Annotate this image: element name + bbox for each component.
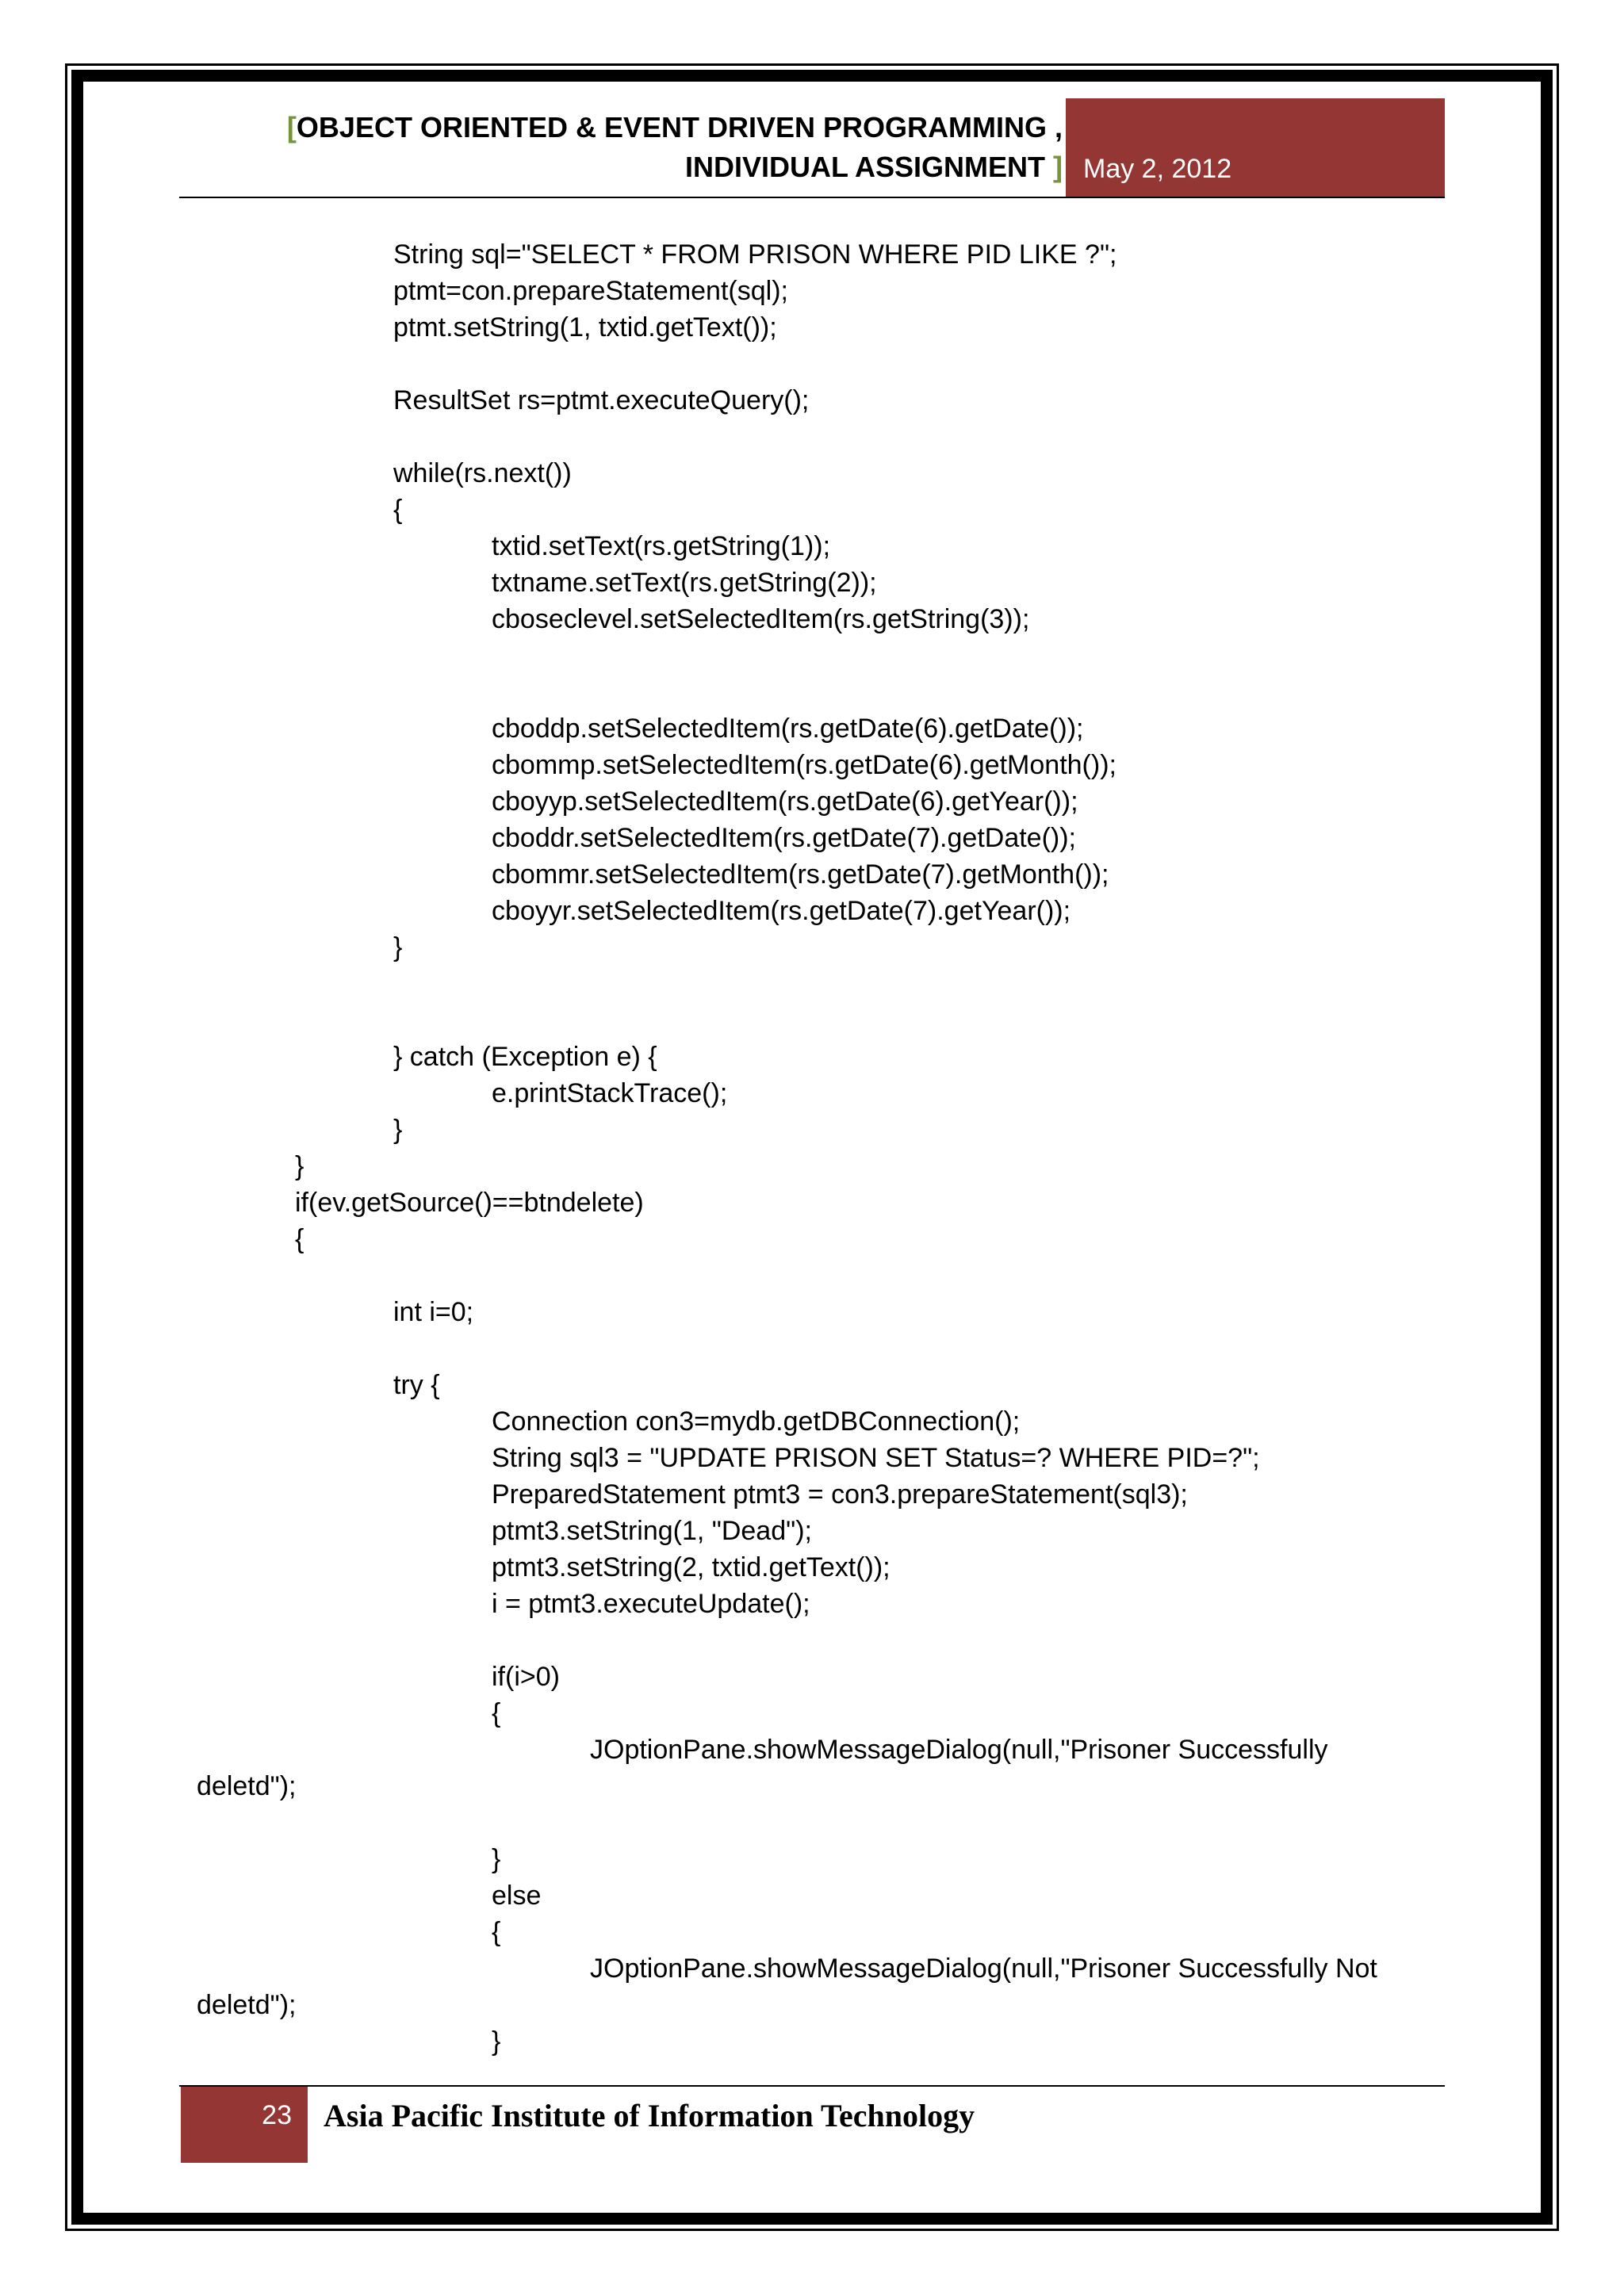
page-border-inner bbox=[71, 70, 1553, 2225]
code-line: } bbox=[393, 932, 403, 962]
code-line: JOptionPane.showMessageDialog(null,"Prisoner Successfully bbox=[590, 1735, 1328, 1765]
code-line: PreparedStatement ptmt3 = con3.prepareStatement(sql3); bbox=[492, 1479, 1188, 1510]
page-number: 23 bbox=[262, 2100, 292, 2130]
header-title-text-2: INDIVIDUAL ASSIGNMENT bbox=[684, 151, 1053, 183]
code-line: ResultSet rs=ptmt.executeQuery(); bbox=[393, 385, 810, 415]
header-title-text-1: OBJECT ORIENTED & EVENT DRIVEN PROGRAMMING , bbox=[296, 111, 1063, 144]
code-line: cboddp.setSelectedItem(rs.getDate(6).getDate()); bbox=[492, 714, 1084, 744]
code-line: { bbox=[393, 495, 403, 525]
code-line: { bbox=[492, 1698, 501, 1728]
code-line: cbommp.setSelectedItem(rs.getDate(6).getMonth()); bbox=[492, 750, 1116, 780]
code-line: deletd"); bbox=[197, 1990, 297, 2020]
code-line: ptmt=con.prepareStatement(sql); bbox=[393, 276, 788, 306]
code-line: Connection con3=mydb.getDBConnection(); bbox=[492, 1406, 1021, 1437]
code-line: if(ev.getSource()==btndelete) bbox=[295, 1188, 644, 1218]
code-line: String sql="SELECT * FROM PRISON WHERE PID LIKE ?"; bbox=[393, 239, 1117, 270]
code-line: cboddr.setSelectedItem(rs.getDate(7).getDate()); bbox=[492, 823, 1076, 853]
header-date: May 2, 2012 bbox=[1083, 154, 1232, 184]
header-rule bbox=[179, 197, 1445, 198]
header-title bbox=[287, 108, 1063, 187]
header-title-line-2 bbox=[287, 147, 1063, 187]
code-line: } bbox=[492, 2026, 501, 2057]
code-line: ptmt.setString(1, txtid.getText()); bbox=[393, 312, 777, 342]
code-line: while(rs.next()) bbox=[393, 458, 572, 488]
code-line: String sql3 = "UPDATE PRISON SET Status=? WHERE PID=?"; bbox=[492, 1443, 1260, 1473]
code-line: ptmt3.setString(1, "Dead"); bbox=[492, 1516, 812, 1546]
code-line: try { bbox=[393, 1370, 440, 1400]
code-line: e.printStackTrace(); bbox=[492, 1078, 728, 1108]
code-line: cboseclevel.setSelectedItem(rs.getString(3)); bbox=[492, 604, 1030, 634]
code-line: if(i>0) bbox=[492, 1662, 560, 1692]
header-title-line-1 bbox=[287, 108, 1063, 147]
code-line: } bbox=[393, 1115, 403, 1145]
code-line: cboyyr.setSelectedItem(rs.getDate(7).getYear()); bbox=[492, 896, 1071, 926]
code-line: } bbox=[492, 1844, 501, 1874]
code-line: deletd"); bbox=[197, 1771, 297, 1801]
code-line: ptmt3.setString(2, txtid.getText()); bbox=[492, 1552, 891, 1582]
header-bracket-open: [ bbox=[286, 111, 297, 144]
code-line: txtname.setText(rs.getString(2)); bbox=[492, 568, 877, 598]
header-bracket-close: ] bbox=[1053, 151, 1063, 183]
code-line: } catch (Exception e) { bbox=[393, 1042, 657, 1072]
code-line: cboyyp.setSelectedItem(rs.getDate(6).getYear()); bbox=[492, 786, 1078, 817]
code-line: int i=0; bbox=[393, 1297, 474, 1327]
code-line: txtid.setText(rs.getString(1)); bbox=[492, 531, 831, 561]
code-line: JOptionPane.showMessageDialog(null,"Prisoner Successfully Not bbox=[590, 1954, 1377, 1984]
code-line: i = ptmt3.executeUpdate(); bbox=[492, 1589, 810, 1619]
code-line: { bbox=[295, 1224, 304, 1254]
code-line: else bbox=[492, 1881, 542, 1911]
footer-institution: Asia Pacific Institute of Information Technology bbox=[324, 2098, 975, 2133]
footer-rule bbox=[179, 2085, 1445, 2087]
code-line: { bbox=[492, 1917, 501, 1947]
code-line: cbommr.setSelectedItem(rs.getDate(7).getMonth()); bbox=[492, 859, 1109, 890]
code-line: } bbox=[295, 1151, 304, 1181]
